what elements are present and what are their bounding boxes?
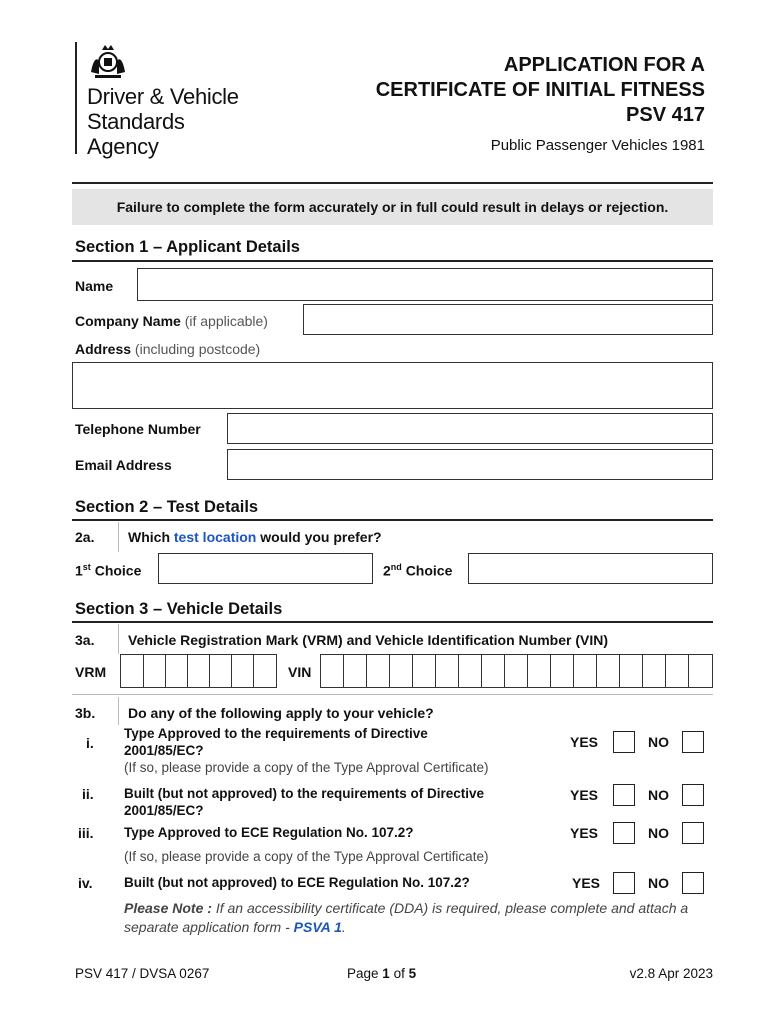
item-iv-no-checkbox[interactable] [682, 872, 704, 894]
item-i-line1: Type Approved to the requirements of Directive [124, 726, 428, 741]
vin-cell[interactable] [597, 655, 620, 687]
item-iv-number: iv. [78, 875, 93, 891]
vin-label: VIN [288, 664, 312, 680]
item-iv-line1: Built (but not approved) to ECE Regulation No. 107.2? [124, 875, 470, 890]
item-iii-yes-checkbox[interactable] [613, 822, 635, 844]
test-location-link[interactable]: test location [173, 529, 257, 545]
form-title-line2: CERTIFICATE OF INITIAL FITNESS [375, 79, 705, 101]
email-field[interactable] [227, 449, 713, 480]
vin-cell[interactable] [574, 655, 597, 687]
footer-form-ref: PSV 417 / DVSA 0267 [75, 966, 210, 981]
vrm-cell[interactable] [254, 655, 276, 687]
item-ii-line2: 2001/85/EC? [124, 803, 204, 818]
address-hint: (including postcode) [134, 341, 261, 357]
vin-cell[interactable] [620, 655, 643, 687]
item-iii-line1: Type Approved to ECE Regulation No. 107.2? [124, 825, 414, 840]
company-name-label [75, 313, 268, 329]
footer-page-number [347, 966, 416, 981]
item-i-number: i. [86, 735, 94, 751]
vin-cell[interactable] [413, 655, 436, 687]
vin-field[interactable] [320, 654, 713, 688]
warning-banner: Failure to complete the form accurately or in full could result in delays or rejection. [72, 189, 713, 225]
second-choice-sup: nd [390, 562, 402, 572]
item-i-yes-label: YES [570, 734, 599, 750]
telephone-label: Telephone Number [75, 421, 201, 437]
vin-cell[interactable] [666, 655, 689, 687]
item-i-note: (If so, please provide a copy of the Type Approval Certificate) [124, 760, 489, 775]
name-label: Name [75, 278, 114, 294]
vin-cell[interactable] [643, 655, 666, 687]
vrm-cell[interactable] [188, 655, 210, 687]
item-iv-no-label: NO [648, 875, 669, 891]
q2a-text-pre: Which [128, 529, 170, 545]
vrm-cell[interactable] [210, 655, 232, 687]
vin-cell[interactable] [528, 655, 551, 687]
item-iii-no-checkbox[interactable] [682, 822, 704, 844]
section1-heading: Section 1 – Applicant Details [75, 238, 300, 256]
agency-name-line3: Agency [87, 134, 159, 159]
agency-logo [75, 42, 265, 160]
q2a-text-post: would you prefer? [260, 529, 382, 545]
footer-of-word: of [393, 966, 405, 981]
section2-heading: Section 2 – Test Details [75, 498, 259, 516]
address-label [75, 341, 260, 357]
form-title-line1: APPLICATION FOR A [503, 54, 705, 76]
vrm-field[interactable] [120, 654, 277, 688]
please-note-text: If an accessibility certificate (DDA) is required, please complete and attach a separate application form - [124, 900, 689, 935]
vin-cell[interactable] [367, 655, 390, 687]
vin-cell[interactable] [344, 655, 367, 687]
item-i-line2: 2001/85/EC? [124, 743, 204, 758]
first-choice-field[interactable] [158, 553, 373, 584]
q3a-bottom-rule [72, 694, 713, 695]
please-note [124, 899, 714, 937]
telephone-field[interactable] [227, 413, 713, 444]
q3b-text: Do any of the following apply to your vehicle? [128, 705, 434, 721]
item-iii-yes-label: YES [570, 825, 599, 841]
section3-heading: Section 3 – Vehicle Details [75, 600, 283, 618]
section2-rule [72, 519, 713, 521]
item-ii-line1: Built (but not approved) to the requirements of Directive [124, 786, 485, 801]
first-choice-num: 1 [75, 562, 83, 579]
q3b-divider [118, 697, 119, 725]
footer-page-word: Page [347, 966, 379, 981]
q3b-number: 3b. [75, 705, 96, 721]
company-name-label-text: Company Name [75, 313, 181, 329]
vin-cell[interactable] [482, 655, 505, 687]
q3a-text: Vehicle Registration Mark (VRM) and Vehicle Identification Number (VIN) [128, 632, 608, 648]
company-name-field[interactable] [303, 304, 713, 335]
q2a-divider [118, 522, 119, 552]
q2a-text [128, 529, 382, 545]
vin-cell[interactable] [505, 655, 528, 687]
q3a-number: 3a. [75, 632, 95, 648]
footer-version: v2.8 Apr 2023 [629, 966, 713, 981]
psva1-link[interactable]: PSVA 1 [293, 919, 342, 935]
email-label: Email Address [75, 457, 172, 473]
section3-rule [72, 621, 713, 623]
first-choice-label [75, 562, 141, 579]
vin-cell[interactable] [321, 655, 344, 687]
footer-page-current: 1 [382, 966, 390, 981]
header-divider [72, 182, 713, 184]
second-choice-field[interactable] [468, 553, 713, 584]
royal-coat-of-arms-icon [87, 42, 129, 80]
vin-cell[interactable] [459, 655, 482, 687]
please-note-label: Please Note : [124, 900, 212, 916]
section1-rule [72, 260, 713, 262]
vin-cell[interactable] [436, 655, 459, 687]
logo-rule [75, 42, 77, 154]
item-iii-note: (If so, please provide a copy of the Type Approval Certificate) [124, 849, 489, 864]
address-label-text: Address [75, 341, 132, 357]
q2a-number: 2a. [75, 529, 95, 545]
item-ii-yes-label: YES [570, 787, 599, 803]
item-iv-yes-label: YES [572, 875, 601, 891]
vrm-cell[interactable] [121, 655, 144, 687]
form-title-line3: PSV 417 [626, 104, 705, 126]
name-field[interactable] [137, 268, 713, 301]
form-subtitle: Public Passenger Vehicles 1981 [490, 137, 705, 154]
second-choice-label [383, 562, 452, 579]
vin-cell[interactable] [689, 655, 712, 687]
second-choice-num: 2 [383, 562, 391, 579]
first-choice-word: Choice [94, 562, 142, 579]
agency-name-line2: Standards [87, 109, 185, 134]
item-i-no-label: NO [648, 734, 669, 750]
item-iii-no-label: NO [648, 825, 669, 841]
vrm-cell[interactable] [232, 655, 254, 687]
item-i-yes-checkbox[interactable] [613, 731, 635, 753]
vrm-cell[interactable] [144, 655, 166, 687]
footer-page-total: 5 [408, 966, 417, 981]
q3a-divider [118, 624, 119, 654]
vrm-cell[interactable] [166, 655, 188, 687]
item-iii-number: iii. [78, 825, 94, 841]
item-ii-no-checkbox[interactable] [682, 784, 704, 806]
please-note-end: . [341, 919, 346, 935]
first-choice-sup: st [82, 562, 91, 572]
item-i-no-checkbox[interactable] [682, 731, 704, 753]
item-ii-yes-checkbox[interactable] [613, 784, 635, 806]
company-name-hint: (if applicable) [184, 313, 268, 329]
item-ii-number: ii. [82, 786, 94, 802]
second-choice-word: Choice [405, 562, 453, 579]
vrm-label: VRM [75, 664, 107, 680]
address-field[interactable] [72, 362, 713, 409]
vin-cell[interactable] [551, 655, 574, 687]
item-ii-no-label: NO [648, 787, 669, 803]
vin-cell[interactable] [390, 655, 413, 687]
item-iv-yes-checkbox[interactable] [613, 872, 635, 894]
agency-name-line1: Driver & Vehicle [87, 84, 239, 109]
